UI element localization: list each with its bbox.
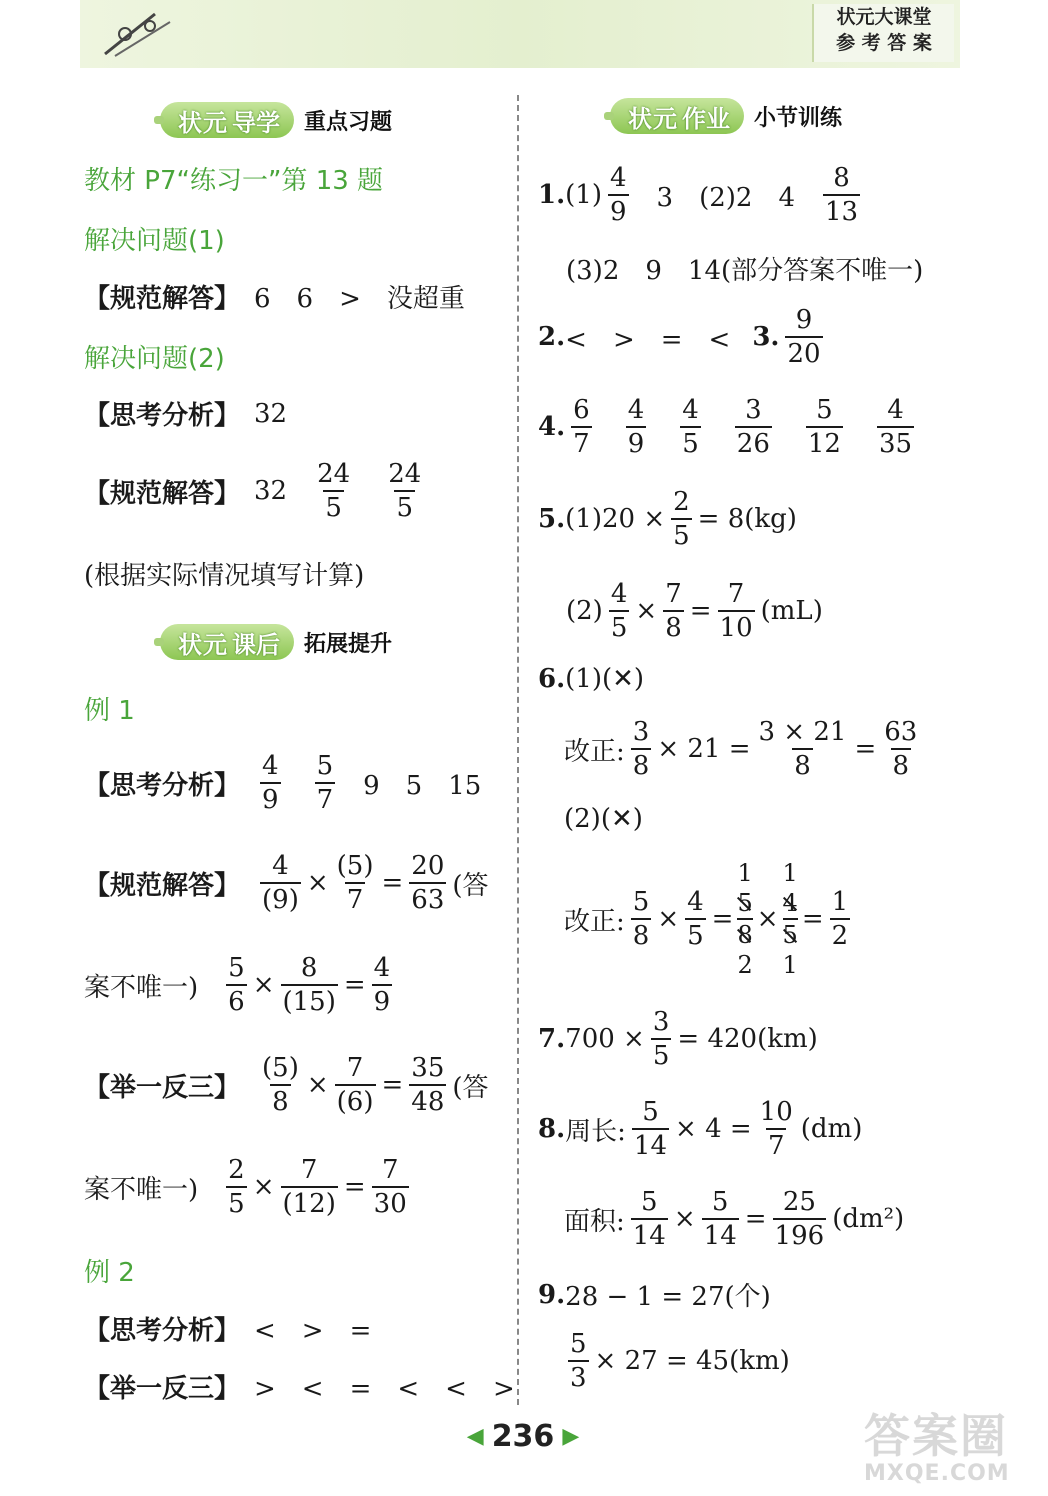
left-triangle-icon: ◀ bbox=[466, 1423, 484, 1449]
fraction: $\frac{7}{30}$ bbox=[373, 1155, 407, 1219]
q2-text: < > = < bbox=[565, 324, 731, 355]
page-number bbox=[458, 1414, 588, 1458]
area-label: 面积: bbox=[564, 1206, 625, 1237]
section-badge bbox=[160, 624, 294, 660]
fraction: $\frac{10}{7}$ bbox=[759, 1097, 793, 1161]
question-number: 8. bbox=[538, 1114, 566, 1144]
q5-a bbox=[538, 486, 797, 552]
q5-a-post: = 8(kg) bbox=[697, 504, 797, 534]
fraction: $\frac{2}{5}$ bbox=[228, 1155, 245, 1219]
brand-subtitle: 参 考 答 案 bbox=[836, 32, 932, 54]
q5-b: (2) $\frac{4}{5}$ × $\frac{7}{8}$ = $\frac{7}{10}$ (mL) bbox=[566, 579, 823, 643]
q8-area: 面积: $\frac{5}{14}$ × $\frac{5}{14}$ = $\frac{25}{196}$ (dm²) bbox=[564, 1187, 905, 1251]
badge-label: 状元 bbox=[628, 104, 678, 133]
perimeter-label: 周长: bbox=[565, 1116, 626, 1147]
fraction: $\frac{5}{7}$ bbox=[316, 751, 334, 815]
answer-label: 【规范解答】 bbox=[84, 284, 241, 314]
example-1-practice-cont: 案不唯一) $\frac{2}{5}$ × $\frac{7}{(12)}$ = $\frac{7}{30}$ bbox=[84, 1155, 407, 1219]
q1-part-a: (1) bbox=[565, 180, 602, 210]
example-2-analysis bbox=[84, 1310, 371, 1347]
question-number: 9. bbox=[538, 1279, 566, 1310]
example-1-title: 例 1 bbox=[84, 696, 135, 726]
page-number-text: 236 bbox=[491, 1418, 555, 1454]
answer-line-2 bbox=[84, 458, 429, 524]
badge-dots bbox=[154, 638, 164, 646]
practice-text: > < = < < > bbox=[254, 1374, 515, 1404]
q6-a-fix: 改正: $\frac{3}{8}$ × 21 = $\frac{3 \times 21}{8}$ = $\frac{63}{8}$ bbox=[564, 717, 918, 781]
watermark-url: MXQE.COM bbox=[864, 1461, 1010, 1486]
q7-pre: 700 × bbox=[565, 1024, 645, 1054]
section-subtitle: 重点习题 bbox=[304, 109, 393, 135]
column-divider bbox=[517, 95, 519, 1405]
badge-dots bbox=[604, 112, 614, 120]
fraction: $\frac{(5)}{8}$ bbox=[262, 1053, 299, 1117]
fraction: $\frac{3}{26}$ bbox=[736, 395, 770, 459]
fraction: $\frac{3 \times 21}{8}$ bbox=[758, 717, 847, 781]
section-subtitle: 拓展提升 bbox=[304, 631, 393, 657]
section-header-guide bbox=[160, 98, 392, 142]
fraction: $\frac{4}{5}$ bbox=[682, 395, 699, 459]
q6-a-mark: (1)(✕) bbox=[565, 664, 645, 694]
note-tail: (答 bbox=[452, 1072, 489, 1103]
note-head: 案不唯一) bbox=[84, 1174, 199, 1205]
question-number: 2. bbox=[538, 322, 566, 352]
answer-text: 32 bbox=[254, 476, 288, 506]
section-badge bbox=[610, 98, 744, 134]
fraction: $\frac{5}{14}$ bbox=[703, 1187, 737, 1251]
section-header-homework bbox=[610, 94, 842, 138]
question-number: 3. bbox=[752, 322, 780, 352]
fraction: $\frac{7}{10}$ bbox=[719, 579, 753, 643]
fraction: $\frac{5}{14}$ bbox=[633, 1097, 668, 1161]
example-2-title: 例 2 bbox=[84, 1258, 135, 1288]
brand-title: 状元大课堂 bbox=[836, 6, 932, 28]
section-badge bbox=[160, 102, 294, 138]
note-head: 案不唯一) bbox=[84, 972, 199, 1003]
textbook-reference: 教材 P7“练习一”第 13 题 bbox=[84, 166, 384, 196]
q1-part-b: 3 (2)2 4 bbox=[656, 182, 796, 213]
q1-part-c: (3)2 9 14(部分答案不唯一) bbox=[566, 256, 924, 286]
fraction: $\frac{5}{8}$ bbox=[632, 887, 650, 951]
q7 bbox=[538, 1006, 818, 1072]
decorative-clip-icon bbox=[95, 4, 185, 64]
badge-kind: 作业 bbox=[682, 104, 730, 133]
problem-1-title: 解决问题(1) bbox=[84, 226, 225, 256]
q8-perimeter bbox=[538, 1096, 862, 1162]
badge-dots bbox=[154, 116, 164, 124]
cancelled-fraction: 1 5 8 2 bbox=[737, 859, 753, 979]
question-number: 1. bbox=[538, 180, 566, 210]
q6-b-fix: 改正: $\frac{5}{8}$ × $\frac{4}{5}$ = 1 5 8 2 × 1 4 5 1 = $\frac{1}{2}$ bbox=[564, 859, 849, 979]
example-2-practice bbox=[84, 1368, 515, 1405]
fraction: $\frac{3}{8}$ bbox=[632, 717, 650, 781]
fraction: $\frac{5}{6}$ bbox=[228, 953, 245, 1017]
section-subtitle: 小节训练 bbox=[754, 105, 843, 131]
fraction: $\frac{35}{48}$ bbox=[411, 1053, 445, 1117]
badge-label: 状元 bbox=[178, 630, 228, 659]
q5-b-post: (mL) bbox=[760, 596, 823, 626]
analysis-label: 【思考分析】 bbox=[84, 1316, 241, 1346]
question-number: 7. bbox=[538, 1024, 566, 1054]
analysis-values: 9 5 15 bbox=[363, 770, 482, 801]
fraction: $\frac{7}{(6)}$ bbox=[336, 1053, 374, 1117]
example-1-answer: 【规范解答】 $\frac{4}{(9)}$ × $\frac{(5)}{7}$ = $\frac{20}{63}$ (答 bbox=[84, 851, 489, 915]
fraction: $\frac{8}{(15)}$ bbox=[282, 953, 336, 1017]
problem-2-title: 解决问题(2) bbox=[84, 344, 225, 374]
q2-q3 bbox=[538, 304, 829, 370]
example-1-practice: 【举一反三】 $\frac{(5)}{8}$ × $\frac{7}{(6)}$ = $\frac{35}{48}$ (答 bbox=[84, 1053, 489, 1117]
fraction: $\frac{5}{14}$ bbox=[632, 1187, 666, 1251]
q8-a-post: (dm) bbox=[800, 1114, 863, 1144]
example-1-analysis bbox=[84, 750, 481, 816]
q9-a bbox=[538, 1276, 771, 1313]
fraction: $\frac{4}{(9)}$ bbox=[262, 851, 299, 915]
q8-a-mid: × 4 = bbox=[675, 1114, 752, 1144]
answer-line bbox=[84, 278, 465, 315]
fraction: $\frac{9}{20}$ bbox=[787, 305, 821, 369]
question-number: 6. bbox=[538, 664, 566, 694]
badge-label: 状元 bbox=[178, 108, 228, 137]
answer-text: 6 6 > 没超重 bbox=[254, 284, 465, 314]
analysis-label: 【思考分析】 bbox=[84, 401, 241, 431]
fraction: $\frac{4}{9}$ bbox=[373, 953, 391, 1017]
q6-a-mid: × 21 = bbox=[657, 734, 751, 764]
fraction: $\frac{7}{8}$ bbox=[665, 579, 682, 643]
note-tail: (答 bbox=[452, 870, 489, 901]
fraction: $\frac{1}{2}$ bbox=[831, 887, 849, 951]
fraction: $\frac{63}{8}$ bbox=[884, 717, 918, 781]
watermark bbox=[864, 1410, 1044, 1490]
fraction: $\frac{(5)}{7}$ bbox=[336, 851, 374, 915]
q9-a-text: 28 − 1 = 27(个) bbox=[565, 1282, 771, 1312]
fraction: $\frac{5}{3}$ bbox=[570, 1329, 587, 1393]
section-header-after-class bbox=[160, 620, 392, 664]
fix-label: 改正: bbox=[564, 906, 625, 937]
fraction: $\frac{4}{35}$ bbox=[878, 395, 913, 459]
answer-label: 【规范解答】 bbox=[84, 870, 241, 901]
fraction: $\frac{4}{9}$ bbox=[610, 163, 627, 227]
fraction: $\frac{24}{5}$ bbox=[317, 459, 351, 523]
analysis-text: < > = bbox=[254, 1316, 372, 1346]
q9-b-post: × 27 = 45(km) bbox=[594, 1346, 790, 1376]
q6-b-mark: (2)(✕) bbox=[564, 804, 643, 834]
fix-label: 改正: bbox=[564, 736, 625, 767]
analysis-text: 32 bbox=[254, 398, 288, 429]
right-triangle-icon: ▶ bbox=[562, 1423, 580, 1449]
practice-label: 【举一反三】 bbox=[84, 1072, 241, 1103]
q7-post: = 420(km) bbox=[677, 1024, 818, 1054]
badge-kind: 导学 bbox=[232, 108, 280, 137]
fraction: $\frac{20}{63}$ bbox=[411, 851, 445, 915]
brand-box bbox=[812, 4, 954, 62]
question-number: 5. bbox=[538, 504, 566, 534]
fraction: $\frac{24}{5}$ bbox=[388, 459, 422, 523]
q5-b-pre: (2) bbox=[566, 596, 603, 626]
fraction: $\frac{8}{13}$ bbox=[825, 163, 859, 227]
fraction: $\frac{6}{7}$ bbox=[573, 395, 590, 459]
fraction: $\frac{4}{9}$ bbox=[262, 751, 279, 815]
q5-a-pre: (1)20 × bbox=[565, 504, 666, 534]
q6-a bbox=[538, 664, 644, 694]
fraction: $\frac{4}{5}$ bbox=[687, 887, 704, 951]
answer-label: 【规范解答】 bbox=[84, 478, 241, 509]
question-number: 4. bbox=[538, 412, 566, 442]
fraction: $\frac{4}{9}$ bbox=[627, 395, 645, 459]
analysis-label: 【思考分析】 bbox=[84, 770, 241, 801]
q9-b bbox=[562, 1328, 790, 1394]
q4 bbox=[538, 394, 920, 460]
practice-label: 【举一反三】 bbox=[84, 1374, 241, 1404]
example-1-answer-cont: 案不唯一) $\frac{5}{6}$ × $\frac{8}{(15)}$ = $\frac{4}{9}$ bbox=[84, 953, 391, 1017]
fraction: $\frac{4}{5}$ bbox=[610, 579, 628, 643]
q8-b-post: (dm²) bbox=[832, 1204, 905, 1234]
fraction: $\frac{2}{5}$ bbox=[673, 487, 690, 551]
watermark-logo: 答案圈 bbox=[864, 1409, 1008, 1463]
fraction: $\frac{3}{5}$ bbox=[652, 1007, 670, 1071]
fraction: $\frac{7}{(12)}$ bbox=[282, 1155, 336, 1219]
cancelled-fraction: 1 4 5 1 bbox=[782, 859, 798, 979]
note-line: (根据实际情况填写计算) bbox=[84, 561, 365, 591]
fraction: $\frac{25}{196}$ bbox=[774, 1187, 825, 1251]
badge-kind: 课后 bbox=[232, 630, 280, 659]
fraction: $\frac{5}{12}$ bbox=[807, 395, 841, 459]
analysis-line bbox=[84, 395, 287, 432]
q1 bbox=[538, 162, 866, 228]
